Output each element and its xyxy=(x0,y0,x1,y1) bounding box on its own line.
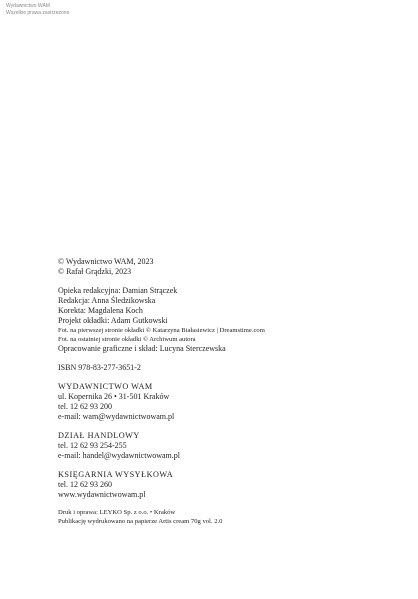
paper-info: Publikację wydrukowano na papierze Artis cream 70g vol. 2.0 xyxy=(58,518,223,525)
bookstore-phone: tel. 12 62 93 260 xyxy=(58,480,112,489)
sales-name: DZIAŁ HANDLOWY xyxy=(58,431,140,440)
copyright-author: © Rafał Grądzki, 2023 xyxy=(58,267,132,276)
bookstore-name: KSIĘGARNIA WYSYŁKOWA xyxy=(58,470,174,479)
credit-cover-design: Projekt okładki: Adam Gutkowski xyxy=(58,316,168,325)
publisher-phone: tel. 12 62 93 200 xyxy=(58,402,112,411)
bookstore-website: www.wydawnictwowam.pl xyxy=(58,490,146,499)
printing-house: Druk i oprawa: LEYKO Sp. z o.o. • Kraków xyxy=(58,509,176,516)
copyright-publisher: © Wydawnictwo WAM, 2023 xyxy=(58,257,154,266)
credit-layout: Opracowanie graficzne i skład: Lucyna Sterczewska xyxy=(58,344,226,353)
credit-front-photo: Fot. na pierwszej stronie okładki © Katarzyna Białasiewicz | Dreamstime.com xyxy=(58,327,265,334)
publisher-name: WYDAWNICTWO WAM xyxy=(58,382,153,391)
credit-proofreading: Korekta: Magdalena Koch xyxy=(58,306,143,315)
credit-back-photo: Fot. na ostatniej stronie okładki © Archiwum autora xyxy=(58,336,196,343)
publisher-email: e-mail: wam@wydawnictwowam.pl xyxy=(58,412,175,421)
publisher-address: ul. Kopernika 26 • 31-501 Kraków xyxy=(58,392,170,401)
credit-editorial-care: Opieka redakcyjna: Damian Strączek xyxy=(58,286,178,295)
sales-phone: tel. 12 62 93 254-255 xyxy=(58,441,127,450)
corner-rights: Wszelkie prawa zastrzeżone xyxy=(6,10,70,16)
corner-publisher: Wydawnictwo WAM xyxy=(6,3,50,9)
credit-editing: Redakcja: Anna Śledzikowska xyxy=(58,296,156,305)
isbn: ISBN 978-83-277-3651-2 xyxy=(58,363,141,372)
corner-note xyxy=(6,3,69,17)
colophon xyxy=(58,257,378,526)
sales-email: e-mail: handel@wydawnictwowam.pl xyxy=(58,451,180,460)
